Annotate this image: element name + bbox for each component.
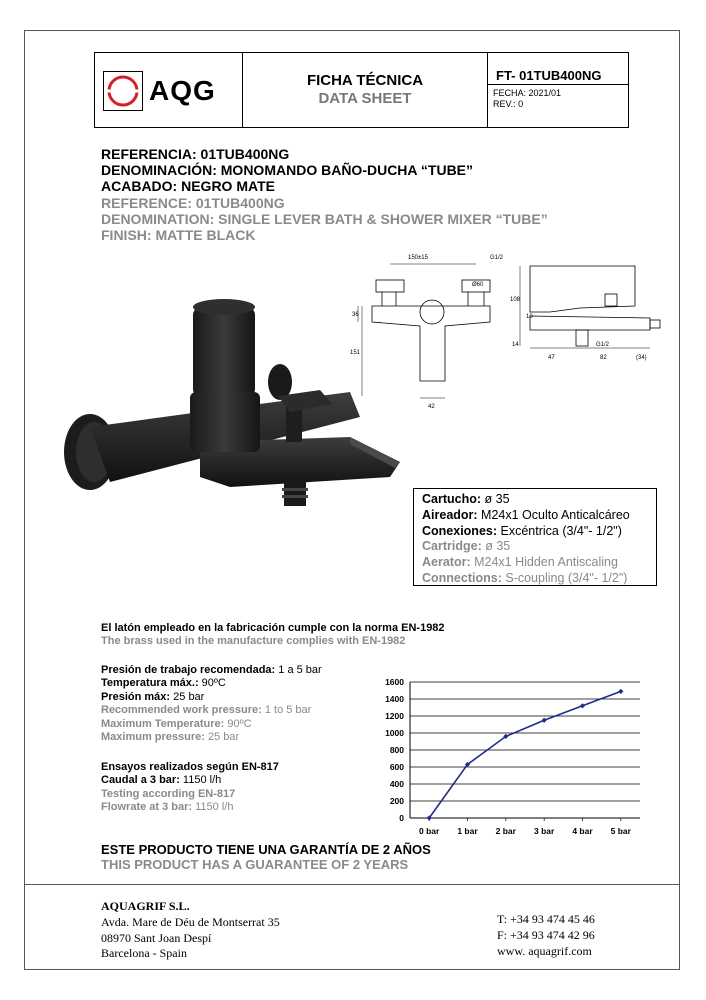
dim-34: (34)	[636, 355, 647, 361]
dim-14: 14	[512, 342, 519, 348]
pressure-recommended: Presión de trabajo recomendada: 1 a 5 bar	[101, 664, 322, 676]
tests-block	[101, 761, 279, 815]
company-address	[101, 899, 280, 962]
spec-aireador: Aireador: M24x1 Oculto Anticalcáreo	[422, 507, 630, 522]
doc-title-en: DATA SHEET	[318, 90, 412, 107]
y-tick-label: 1600	[385, 677, 404, 687]
reference-es: REFERENCIA: 01TUB400NG	[101, 146, 290, 162]
y-tick-label: 600	[389, 762, 404, 772]
spec-aerator: Aerator: M24x1 Hidden Antiscaling	[422, 555, 618, 570]
address-line-1: Avda. Mare de Déu de Montserrat 35	[101, 914, 280, 929]
footer-divider	[25, 884, 679, 885]
x-tick-label: 1 bar	[457, 826, 478, 836]
spec-conexiones: Conexiones: Excéntrica (3/4"- 1/2")	[422, 523, 622, 538]
address-line-2: 08970 Sant Joan Despí	[101, 930, 212, 945]
series-line	[429, 691, 621, 818]
data-point	[618, 689, 623, 694]
y-tick-label: 400	[389, 779, 404, 789]
designation-block	[101, 146, 548, 243]
brass-en: The brass used in the manufacture complies with EN-1982	[101, 635, 406, 648]
dim-151: 151	[350, 350, 361, 356]
finish-en: FINISH: MATTE BLACK	[101, 227, 256, 244]
fax: F: +34 93 474 42 96	[497, 927, 595, 942]
phone: T: +34 93 474 45 46	[497, 912, 595, 926]
pressure-max: Presión máx: 25 bar	[101, 690, 205, 703]
dim-d60: Ø60	[472, 282, 484, 288]
dim-10: 10	[526, 314, 533, 320]
temperature-max-en: Maximum Temperature: 90ºC	[101, 717, 252, 730]
reference-en: REFERENCE: 01TUB400NG	[101, 194, 285, 211]
pressure-block	[101, 664, 322, 744]
spec-cartucho: Cartucho: ø 35	[422, 492, 510, 506]
company-contact	[497, 912, 595, 959]
spec-cartridge: Cartridge: ø 35	[422, 539, 511, 554]
finish-es: ACABADO: NEGRO MATE	[101, 178, 275, 195]
aqg-logo-icon	[103, 71, 143, 111]
y-tick-label: 1200	[385, 711, 404, 721]
data-point	[580, 703, 585, 708]
x-tick-label: 2 bar	[495, 826, 516, 836]
y-tick-label: 0	[399, 813, 404, 823]
pressure-recommended-en: Recommended work pressure: 1 to 5 bar	[101, 704, 312, 717]
doc-meta	[488, 85, 628, 110]
specs-box	[413, 488, 657, 586]
pressure-max-en: Maximum pressure: 25 bar	[101, 731, 240, 744]
dim-47: 47	[548, 355, 555, 361]
dim-42: 42	[428, 404, 435, 410]
tests-title-es: Ensayos realizados según EN-817	[101, 761, 279, 773]
warranty-en: THIS PRODUCT HAS A GUARANTEE OF 2 YEARS	[101, 857, 409, 872]
brass-es: El latón empleado en la fabricación cumple con la norma EN-1982	[101, 622, 445, 634]
doc-date: FECHA: 2021/01	[493, 88, 562, 98]
x-tick-label: 4 bar	[572, 826, 593, 836]
title-cell	[243, 53, 488, 127]
header-table	[94, 52, 629, 128]
address-line-3: Barcelona - Spain	[101, 946, 187, 961]
y-tick-label: 1400	[385, 694, 404, 704]
flow-es: Caudal a 3 bar: 1150 l/h	[101, 774, 222, 787]
doc-revision: REV.: 0	[493, 99, 524, 109]
flow-chart	[370, 670, 660, 842]
denomination-es: DENOMINACIÓN: MONOMANDO BAÑO-DUCHA “TUBE”	[101, 162, 474, 179]
dim-82: 82	[600, 355, 607, 361]
dim-g12-side: G1/2	[596, 342, 610, 348]
temperature-max: Temperatura máx.: 90ºC	[101, 677, 226, 690]
tests-title-en: Testing according EN-817	[101, 787, 236, 800]
warranty-block	[101, 842, 431, 872]
x-tick-label: 5 bar	[610, 826, 631, 836]
website: www. aquagrif.com	[497, 943, 592, 958]
dim-108: 108	[510, 297, 521, 303]
logo-text: AQG	[149, 75, 216, 106]
technical-drawing	[350, 246, 670, 410]
flow-en: Flowrate at 3 bar: 1150 l/h	[101, 801, 234, 814]
y-tick-label: 200	[389, 796, 404, 806]
x-tick-label: 3 bar	[534, 826, 555, 836]
x-tick-label: 0 bar	[419, 826, 440, 836]
denomination-en: DENOMINATION: SINGLE LEVER BATH & SHOWER MIXER “TUBE”	[101, 210, 548, 227]
doc-title-es: FICHA TÉCNICA	[306, 72, 424, 89]
y-tick-label: 800	[389, 745, 404, 755]
logo-cell	[95, 53, 243, 127]
spec-connections: Connections: S-coupling (3/4"- 1/2")	[422, 570, 628, 585]
brass-note	[101, 622, 445, 649]
y-tick-label: 1000	[385, 728, 404, 738]
data-point	[542, 718, 547, 723]
dim-36: 36	[352, 312, 359, 318]
company-name: AQUAGRIF S.L.	[101, 899, 190, 913]
dim-g12-front: G1/2	[490, 255, 504, 261]
warranty-es: ESTE PRODUCTO TIENE UNA GARANTÍA DE 2 AÑOS	[101, 842, 431, 857]
doc-ref-code: FT- 01TUB400NG	[488, 53, 628, 85]
dim-150: 150±15	[408, 255, 428, 261]
ref-cell	[488, 53, 628, 127]
